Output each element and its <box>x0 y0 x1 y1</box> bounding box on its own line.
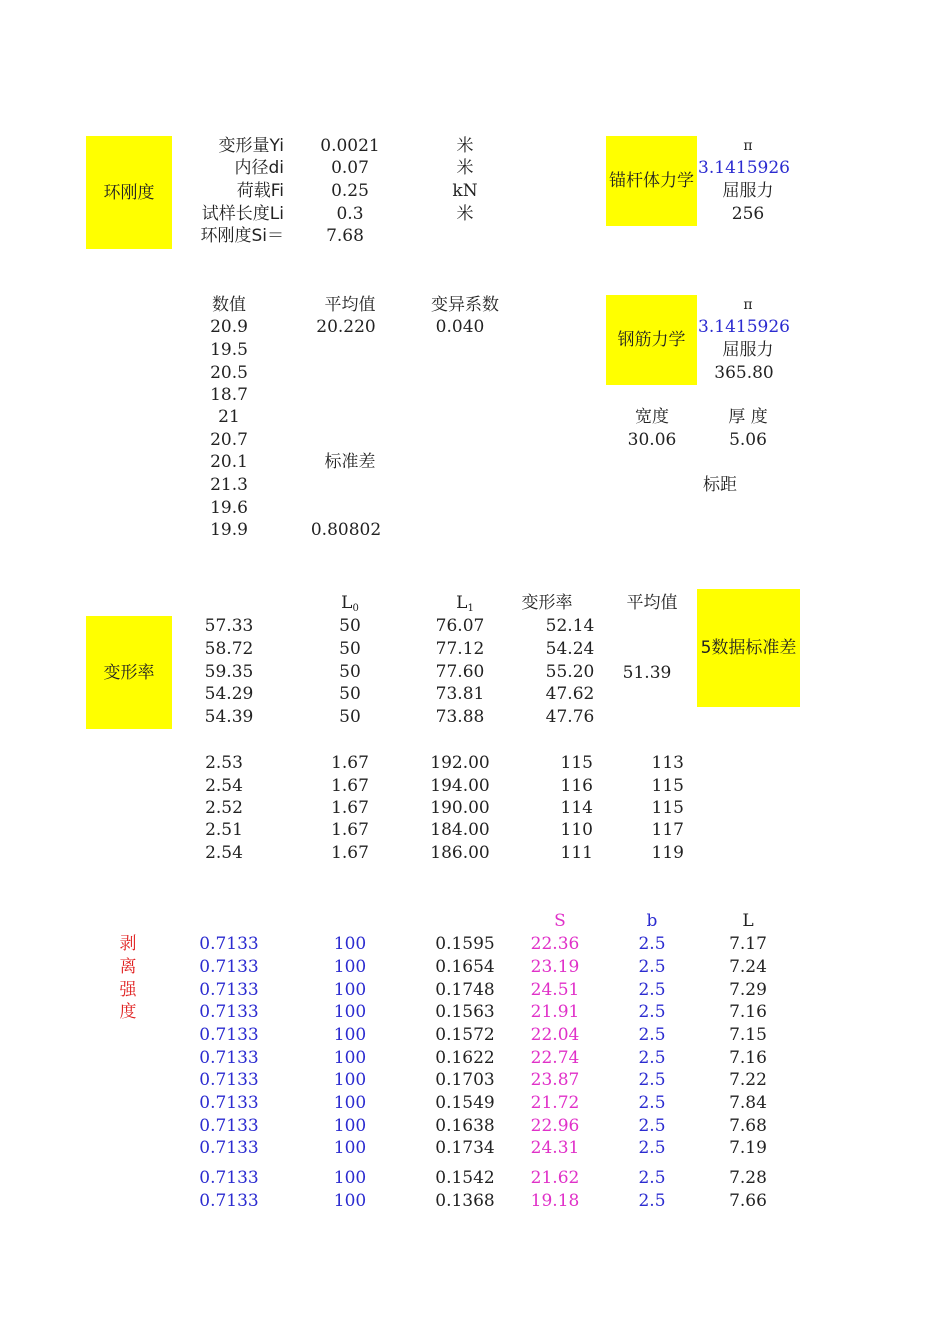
peel-cell: 7.16 <box>729 1002 767 1022</box>
deform-cell: 52.14 <box>545 616 595 636</box>
peel-cell: 0.1638 <box>435 1116 495 1136</box>
rebar-thickness-label: 厚 度 <box>728 407 768 427</box>
second-cell: 2.54 <box>205 843 243 863</box>
ring-value: 0.07 <box>331 158 369 178</box>
second-cell: 2.51 <box>205 820 243 840</box>
peel-cell: 21.91 <box>530 1002 580 1022</box>
second-cell: 2.54 <box>205 776 243 796</box>
deformation-rate-box-label: 变形率 <box>103 662 155 683</box>
peel-cell: 19.18 <box>530 1191 580 1211</box>
deform-cell: 47.76 <box>545 707 595 727</box>
second-cell: 117 <box>651 820 684 840</box>
second-cell: 115 <box>651 776 684 796</box>
second-cell: 192.00 <box>430 753 490 773</box>
rebar-yield-value: 365.80 <box>714 363 774 383</box>
peel-cell: 2.5 <box>638 1002 666 1022</box>
peel-cell: 0.1542 <box>435 1168 495 1188</box>
deform-cell: 73.88 <box>435 707 485 727</box>
deform-cell: 73.81 <box>435 684 485 704</box>
stats-header-cv: 变异系数 <box>431 295 499 315</box>
rebar-width-value: 30.06 <box>627 430 677 450</box>
peel-cell: 0.7133 <box>199 957 259 977</box>
second-cell: 115 <box>560 753 593 773</box>
second-cell: 184.00 <box>430 820 490 840</box>
peel-cell: 100 <box>333 957 367 977</box>
header-l0-subscript: 0 <box>352 603 359 614</box>
ring-unit: 米 <box>456 204 474 224</box>
peel-cell: 0.7133 <box>199 1070 259 1090</box>
deformation-rate-box <box>86 616 172 729</box>
peel-cell: 21.62 <box>530 1168 580 1188</box>
deform-cell: 50 <box>339 639 361 659</box>
peel-cell: 100 <box>333 1093 367 1113</box>
second-cell: 111 <box>560 843 593 863</box>
deform-average: 51.39 <box>622 663 672 683</box>
deform-cell: 77.60 <box>435 662 485 682</box>
second-cell: 119 <box>651 843 684 863</box>
peel-cell: 100 <box>333 1048 367 1068</box>
peel-cell: 2.5 <box>638 1116 666 1136</box>
peel-cell: 100 <box>333 1168 367 1188</box>
anchor-pi-label: π <box>743 138 753 154</box>
header-l0-letter: L <box>341 593 353 613</box>
peel-cell: 2.5 <box>638 1191 666 1211</box>
rebar-pi-label: π <box>743 297 753 313</box>
stats-mean: 20.220 <box>316 317 376 337</box>
second-cell: 1.67 <box>331 820 369 840</box>
rebar-mechanics-box <box>606 295 697 385</box>
peel-header-l: L <box>742 911 754 931</box>
stats-value: 20.1 <box>210 452 248 472</box>
peel-cell: 0.1572 <box>435 1025 495 1045</box>
peel-cell: 2.5 <box>638 980 666 1000</box>
peel-cell: 7.29 <box>729 980 767 1000</box>
peel-cell: 0.7133 <box>199 934 259 954</box>
rebar-width-label: 宽度 <box>635 407 669 427</box>
stats-std-label: 标准差 <box>324 452 376 472</box>
rebar-pi-value: 3.1415926 <box>698 317 790 337</box>
peel-cell: 7.17 <box>729 934 767 954</box>
header-average: 平均值 <box>626 593 678 613</box>
peel-cell: 100 <box>333 980 367 1000</box>
ring-stiffness-box-label: 环刚度 <box>103 182 155 203</box>
peel-cell: 22.04 <box>530 1025 580 1045</box>
second-cell: 2.53 <box>205 753 243 773</box>
peel-cell: 24.51 <box>530 980 580 1000</box>
second-cell: 1.67 <box>331 798 369 818</box>
ring-unit: 米 <box>456 136 474 156</box>
peel-label-char: 强 <box>119 980 137 1000</box>
second-cell: 186.00 <box>430 843 490 863</box>
second-cell: 2.52 <box>205 798 243 818</box>
peel-cell: 0.1654 <box>435 957 495 977</box>
peel-cell: 7.24 <box>729 957 767 977</box>
five-data-std-box-label: 5数据标准差 <box>700 638 797 658</box>
peel-cell: 100 <box>333 1191 367 1211</box>
rebar-gauge-label: 标距 <box>703 475 737 495</box>
peel-cell: 0.7133 <box>199 1191 259 1211</box>
peel-cell: 0.7133 <box>199 1025 259 1045</box>
deform-cell: 50 <box>339 616 361 636</box>
peel-cell: 100 <box>333 1138 367 1158</box>
peel-cell: 2.5 <box>638 1138 666 1158</box>
stats-value: 20.7 <box>210 430 248 450</box>
anchor-yield-value: 256 <box>731 204 765 224</box>
stats-value: 20.5 <box>210 363 248 383</box>
ring-value: 7.68 <box>326 226 364 246</box>
peel-cell: 23.19 <box>530 957 580 977</box>
peel-cell: 0.1734 <box>435 1138 495 1158</box>
peel-cell: 2.5 <box>638 1048 666 1068</box>
header-rate: 变形率 <box>521 593 573 613</box>
peel-cell: 7.19 <box>729 1138 767 1158</box>
header-l1-subscript: 1 <box>467 603 474 614</box>
second-cell: 110 <box>560 820 593 840</box>
peel-cell: 100 <box>333 1002 367 1022</box>
peel-cell: 100 <box>333 1025 367 1045</box>
deform-cell: 54.24 <box>545 639 595 659</box>
five-data-std-box <box>697 589 800 707</box>
deform-cell: 77.12 <box>435 639 485 659</box>
stats-value: 18.7 <box>210 385 248 405</box>
peel-label-char: 离 <box>119 957 137 977</box>
stats-std-value: 0.80802 <box>310 520 382 540</box>
peel-cell: 100 <box>333 1116 367 1136</box>
deform-cell: 58.72 <box>204 639 254 659</box>
deform-cell: 57.33 <box>204 616 254 636</box>
second-cell: 190.00 <box>430 798 490 818</box>
stats-value: 20.9 <box>210 317 248 337</box>
peel-cell: 21.72 <box>530 1093 580 1113</box>
second-cell: 1.67 <box>331 843 369 863</box>
anchor-pi-value: 3.1415926 <box>698 158 790 178</box>
peel-header-s: S <box>554 911 566 931</box>
ring-value: 0.0021 <box>320 136 380 156</box>
peel-cell: 0.7133 <box>199 1048 259 1068</box>
ring-unit: kN <box>452 181 478 201</box>
peel-cell: 100 <box>333 1070 367 1090</box>
peel-cell: 2.5 <box>638 1168 666 1188</box>
peel-cell: 7.68 <box>729 1116 767 1136</box>
anchor-mechanics-box <box>606 136 697 226</box>
peel-cell: 2.5 <box>638 1025 666 1045</box>
peel-cell: 0.1703 <box>435 1070 495 1090</box>
peel-cell: 0.7133 <box>199 1116 259 1136</box>
deform-cell: 50 <box>339 684 361 704</box>
deform-cell: 50 <box>339 662 361 682</box>
deform-cell: 50 <box>339 707 361 727</box>
peel-label-char: 度 <box>119 1002 137 1022</box>
peel-cell: 2.5 <box>638 934 666 954</box>
peel-label-char: 剥 <box>119 934 137 954</box>
stats-value: 21.3 <box>210 475 248 495</box>
stats-header-values: 数值 <box>212 295 246 315</box>
peel-cell: 0.1595 <box>435 934 495 954</box>
peel-cell: 22.96 <box>530 1116 580 1136</box>
ring-value: 0.25 <box>331 181 369 201</box>
peel-cell: 2.5 <box>638 957 666 977</box>
second-cell: 114 <box>560 798 593 818</box>
peel-cell: 0.7133 <box>199 1138 259 1158</box>
deform-cell: 59.35 <box>204 662 254 682</box>
peel-cell: 7.16 <box>729 1048 767 1068</box>
stats-header-mean: 平均值 <box>324 295 376 315</box>
peel-header-b: b <box>646 911 658 931</box>
anchor-mechanics-box-label: 锚杆体力学 <box>609 171 694 191</box>
second-cell: 1.67 <box>331 776 369 796</box>
peel-cell: 2.5 <box>638 1070 666 1090</box>
peel-cell: 22.74 <box>530 1048 580 1068</box>
peel-cell: 0.1549 <box>435 1093 495 1113</box>
peel-cell: 7.84 <box>729 1093 767 1113</box>
second-cell: 115 <box>651 798 684 818</box>
peel-cell: 7.28 <box>729 1168 767 1188</box>
ring-label: 试样长度Li <box>201 204 284 224</box>
stats-value: 21 <box>218 407 240 427</box>
peel-cell: 0.7133 <box>199 1093 259 1113</box>
peel-cell: 22.36 <box>530 934 580 954</box>
header-l1-letter: L <box>456 593 468 613</box>
stats-value: 19.5 <box>210 340 248 360</box>
second-cell: 1.67 <box>331 753 369 773</box>
peel-cell: 0.1368 <box>435 1191 495 1211</box>
ring-label: 荷载Fi <box>236 181 284 201</box>
stats-value: 19.9 <box>210 520 248 540</box>
deform-cell: 76.07 <box>435 616 485 636</box>
peel-cell: 0.1563 <box>435 1002 495 1022</box>
ring-label: 内径di <box>234 158 284 178</box>
peel-cell: 23.87 <box>530 1070 580 1090</box>
peel-cell: 7.15 <box>729 1025 767 1045</box>
stats-value: 19.6 <box>210 498 248 518</box>
peel-cell: 2.5 <box>638 1093 666 1113</box>
peel-cell: 0.1748 <box>435 980 495 1000</box>
peel-cell: 0.7133 <box>199 1168 259 1188</box>
peel-cell: 0.7133 <box>199 980 259 1000</box>
second-cell: 116 <box>560 776 593 796</box>
deform-cell: 47.62 <box>545 684 595 704</box>
peel-cell: 24.31 <box>530 1138 580 1158</box>
peel-cell: 7.66 <box>729 1191 767 1211</box>
second-cell: 194.00 <box>430 776 490 796</box>
peel-cell: 0.7133 <box>199 1002 259 1022</box>
anchor-yield-label: 屈服力 <box>722 181 774 201</box>
rebar-thickness-value: 5.06 <box>729 430 767 450</box>
stats-cv: 0.040 <box>435 317 485 337</box>
rebar-mechanics-box-label: 钢筋力学 <box>617 330 686 350</box>
ring-label: 环刚度Si＝ <box>200 226 284 246</box>
ring-unit: 米 <box>456 158 474 178</box>
rebar-yield-label: 屈服力 <box>722 340 774 360</box>
peel-cell: 100 <box>333 934 367 954</box>
deform-cell: 55.20 <box>545 662 595 682</box>
second-cell: 113 <box>651 753 684 773</box>
ring-label: 变形量Yi <box>218 136 284 156</box>
deform-cell: 54.29 <box>204 684 254 704</box>
deform-cell: 54.39 <box>204 707 254 727</box>
peel-cell: 0.1622 <box>435 1048 495 1068</box>
peel-cell: 7.22 <box>729 1070 767 1090</box>
ring-value: 0.3 <box>336 204 364 224</box>
